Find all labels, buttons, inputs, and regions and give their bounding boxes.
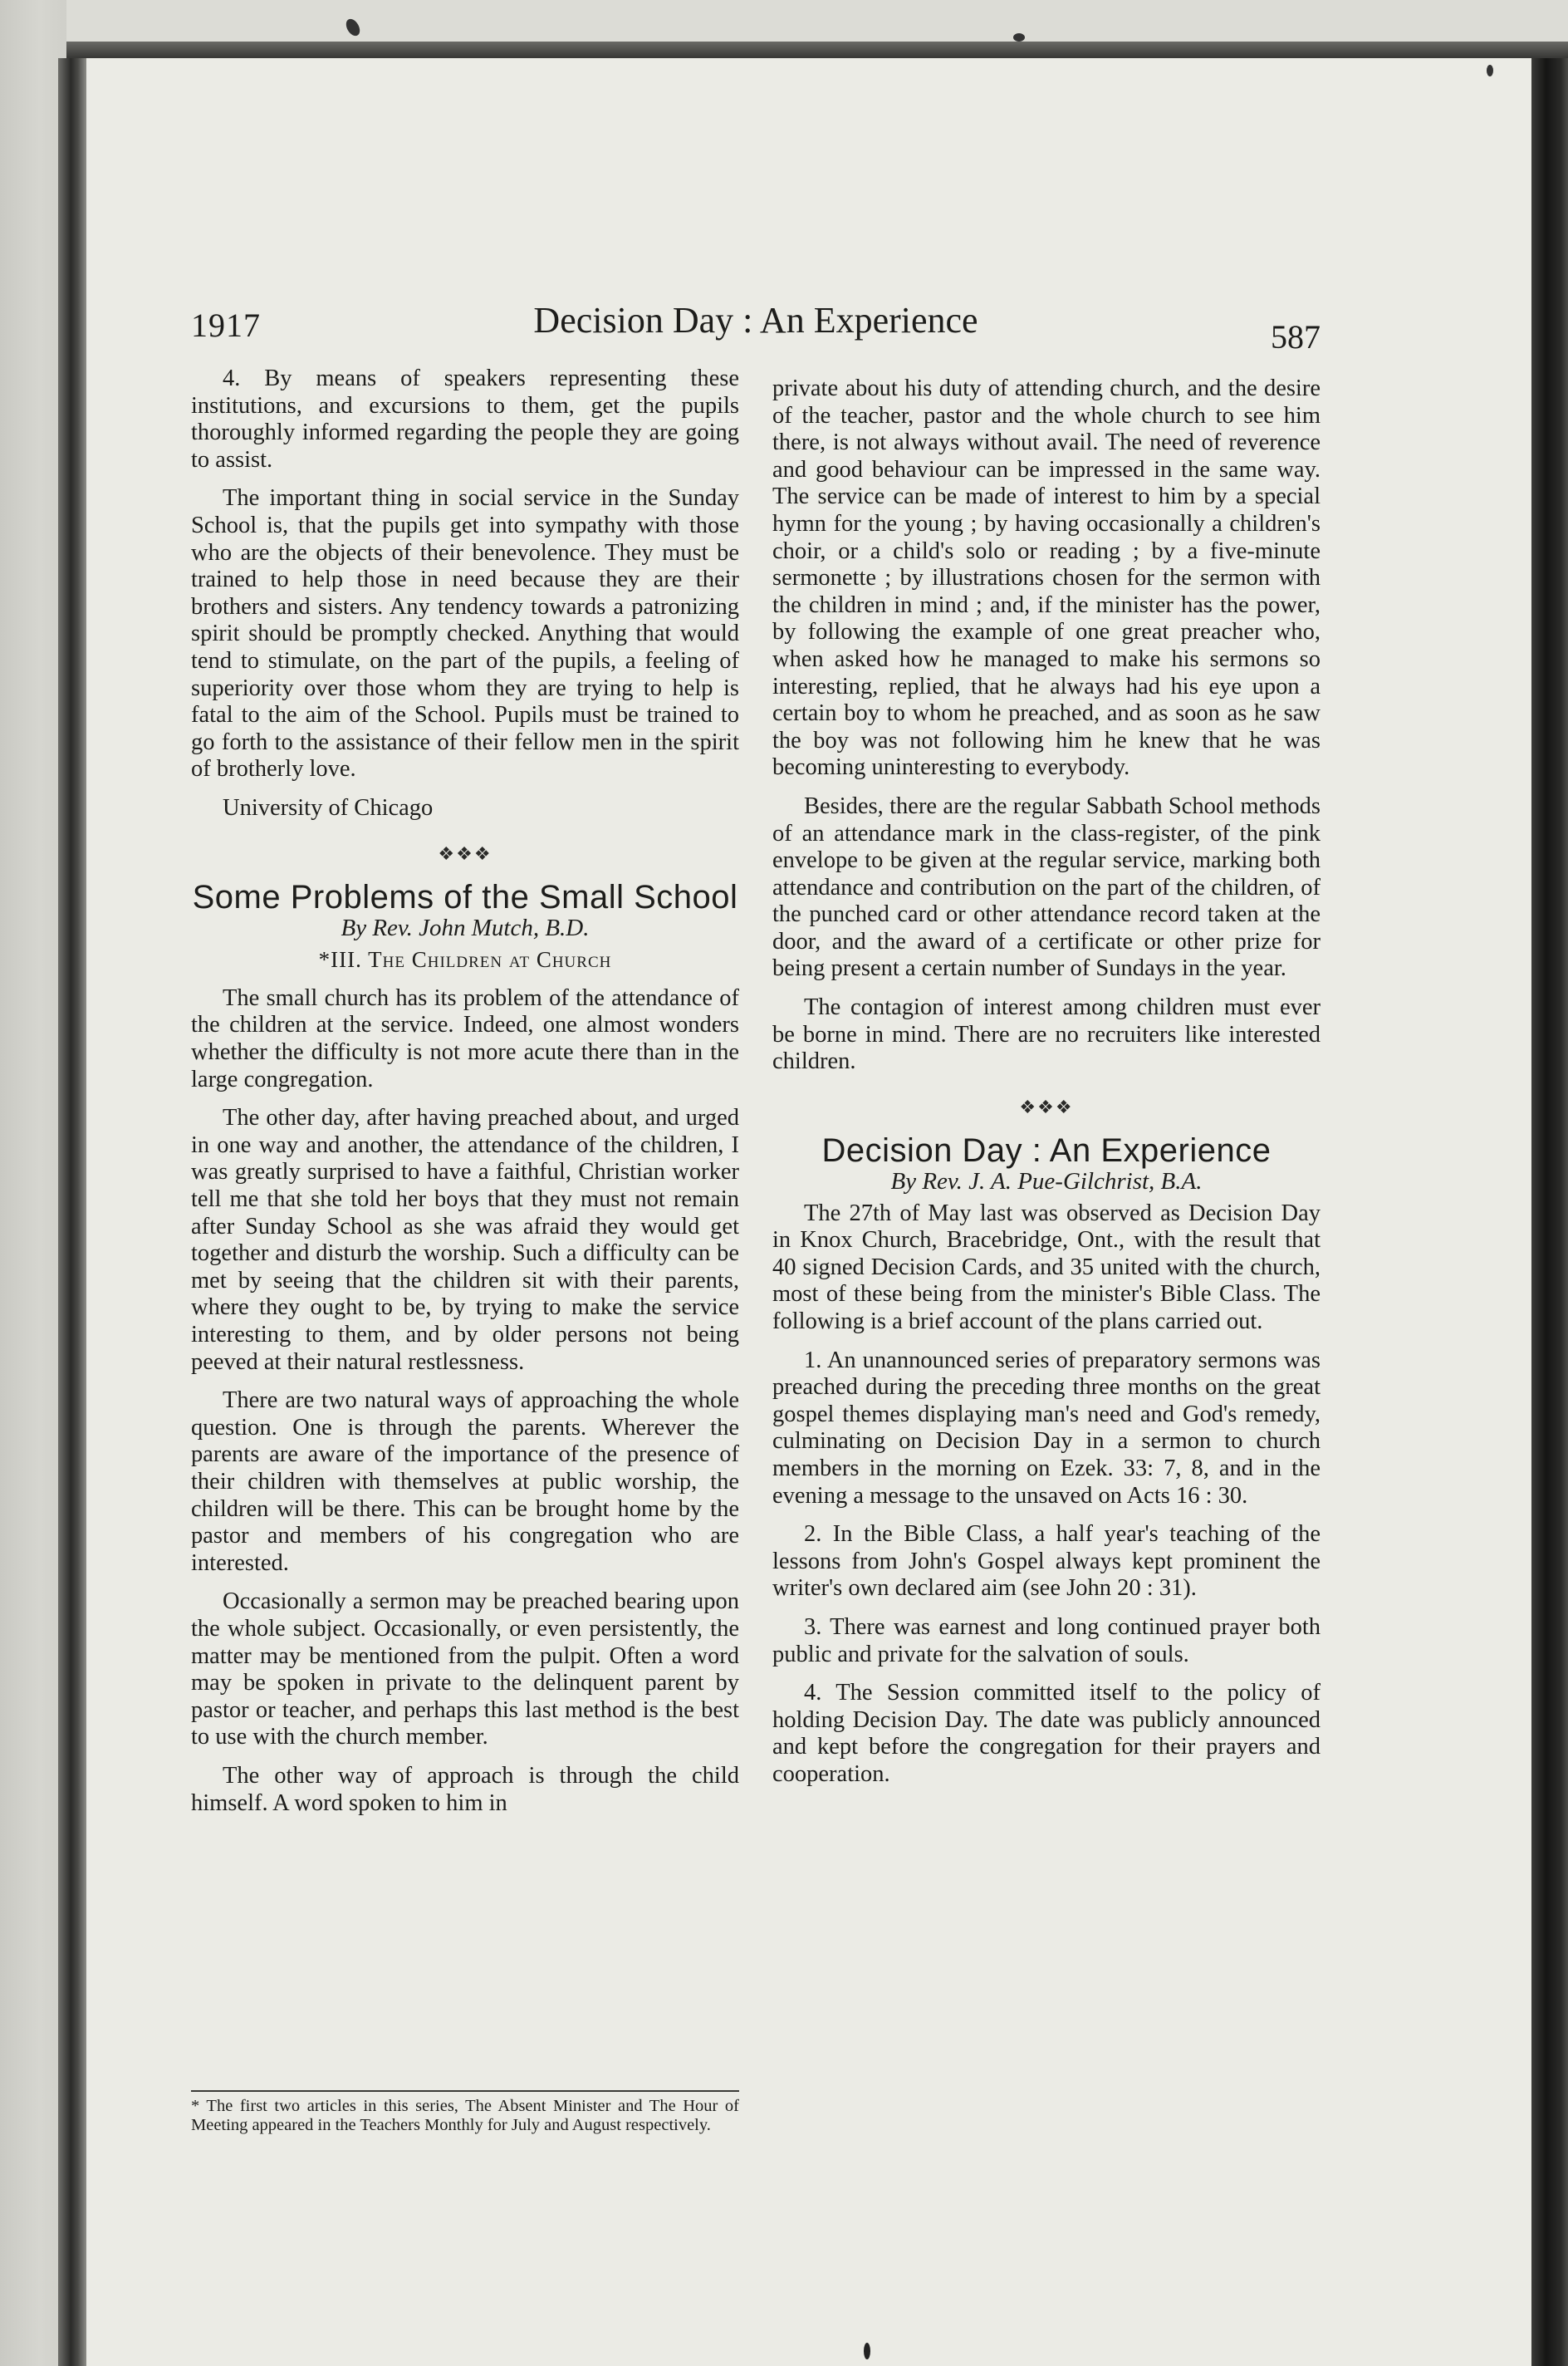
ornament-glyphs: ❖❖❖ [438,842,492,864]
scan-speck [864,2343,870,2359]
paragraph: Occasionally a sermon may be preached bearing upon the whole subject. Occasionally, or even persistently, the matter may be mentioned from the pulpit. Often a word may be spoken in private to the delinquent parent by pastor or teacher, and perhaps this last method is the best to use with the church member. [191,1588,739,1750]
running-header [191,299,1321,357]
article-title: Decision Day : An Experience [821,1132,1272,1170]
left-column [191,366,739,1828]
header-title: Decision Day : An Experience [533,300,978,341]
scan-speck [343,17,362,38]
paragraph: private about his duty of attending church, and the desire of the teacher, pastor and the whole church to see him there, is not always without avail. The need of reverence and good behaviour can be impressed in the same way. The service can be made of interest to him by a special hymn for the young ; by having occasionally a children's choir, or a child's solo or reading ; by a five-minute sermonette ; by illustrations chosen for the sermon with the children in mind ; and, if the minister has the power, by following the example of one great preacher who, when asked how he managed to make his sermons so interesting, replied, that he always had his eye upon a certain boy to whom he preached, and as soon as he saw the boy was not following him he knew that he was becoming uninteresting to everybody. [772,376,1321,781]
paragraph: The important thing in social service in the Sunday School is, that the pupils get into sympathy with those who are the objects of their benevolence. They must be trained to help those in need because they are their brothers and sisters. Any tendency towards a patronizing spirit should be promptly checked. Anything that would tend to stimulate, on the part of the pupils, a feeling of superiority over those whom they are trying to help is fatal to the aim of the School. Pupils must be trained to go forth to the assistance of their fellow men in the spirit of brotherly love. [191,485,739,783]
paragraph: 2. In the Bible Class, a half year's teaching of the lessons from John's Gospel always kept prominent the writer's own declared aim (see John 20 : 31). [772,1521,1321,1602]
paragraph: 4. By means of speakers representing these institutions, and excursions to them, get the pupils thoroughly informed regarding the people they are going to assist. [191,366,739,473]
paragraph: The other day, after having preached about, and urged in one way and another, the attendance of the children, I was greatly surprised to have a faithful, Christian worker tell me that she told her boys that they must not remain after Sunday School as she was afraid they would get together and disturb the worship. Such a difficulty can be met by seeing that the children sit with their parents, where they ought to be, by trying to make the service interesting to them, and by older persons not being peeved at their natural restlessness. [191,1105,739,1375]
paragraph: Besides, there are the regular Sabbath School methods of an attendance mark in the class-register, of the pink envelope to be given at the regular service, marking both attendance and contribution on the part of the children, of the punched card or other attendance record taken at the door, and the award of a certificate or other prize for being present a certain number of Sundays in the year. [772,793,1321,982]
book-binding [58,58,86,2366]
paragraph: The contagion of interest among children must ever be borne in mind. There are no recruiters like interested children. [772,994,1321,1075]
left-page-edge [0,0,66,2366]
page-number: 587 [1271,318,1321,356]
ornament-separator [772,1094,1321,1122]
byline: By Rev. J. A. Pue-Gilchrist, B.A. [890,1168,1203,1195]
ornament-glyphs: ❖❖❖ [1019,1096,1074,1117]
paragraph: 3. There was earnest and long continued prayer both public and private for the salvation of souls. [772,1613,1321,1667]
paragraph: The other way of approach is through the child himself. A word spoken to him in [191,1762,739,1816]
paragraph: There are two natural ways of approaching the whole question. One is through the parents. Wherever the parents are aware of the importance of the presence of their children with themselves at public worship, the children will be there. This can be brought home by the pastor and members of his congregation who are interested. [191,1387,739,1576]
footnote: * The first two articles in this series, The Absent Minister and The Hour of Meeting appeared in the Teachers Monthly for July and August respectively. [191,2090,739,2135]
paragraph: The small church has its problem of the attendance of the children at the service. Indeed, one almost wonders whether the difficulty is not more acute there than in the large congregation. [191,984,739,1092]
ornament-separator [191,841,739,868]
paragraph: 4. The Session committed itself to the policy of holding Decision Day. The date was publicly announced and kept before the congregation for their prayers and cooperation. [772,1680,1321,1787]
byline: By Rev. John Mutch, B.D. [341,914,590,941]
article-title: Some Problems of the Small School [192,879,738,916]
scan-speck [1487,65,1493,76]
signature: University of Chicago [223,794,434,821]
header-year: 1917 [191,307,261,344]
right-column [772,376,1321,1800]
scan-speck [1013,33,1025,42]
scan-frame-right [1531,58,1568,2366]
paragraph: 1. An unannounced series of preparatory sermons was preached during the preceding three months on the great gospel themes displaying man's need and God's remedy, culminating on Decision Day in a sermon to church members in the morning on Ezek. 33: 7, 8, and in the evening a message to the unsaved on Acts 16 : 30. [772,1347,1321,1509]
paragraph: The 27th of May last was observed as Decision Day in Knox Church, Bracebridge, Ont., with the result that 40 signed Decision Cards, and 35 united with the church, most of these being from the minister's Bible Class. The following is a brief account of the plans carried out. [772,1200,1321,1334]
section-heading: *III. The Children at Church [318,947,612,973]
